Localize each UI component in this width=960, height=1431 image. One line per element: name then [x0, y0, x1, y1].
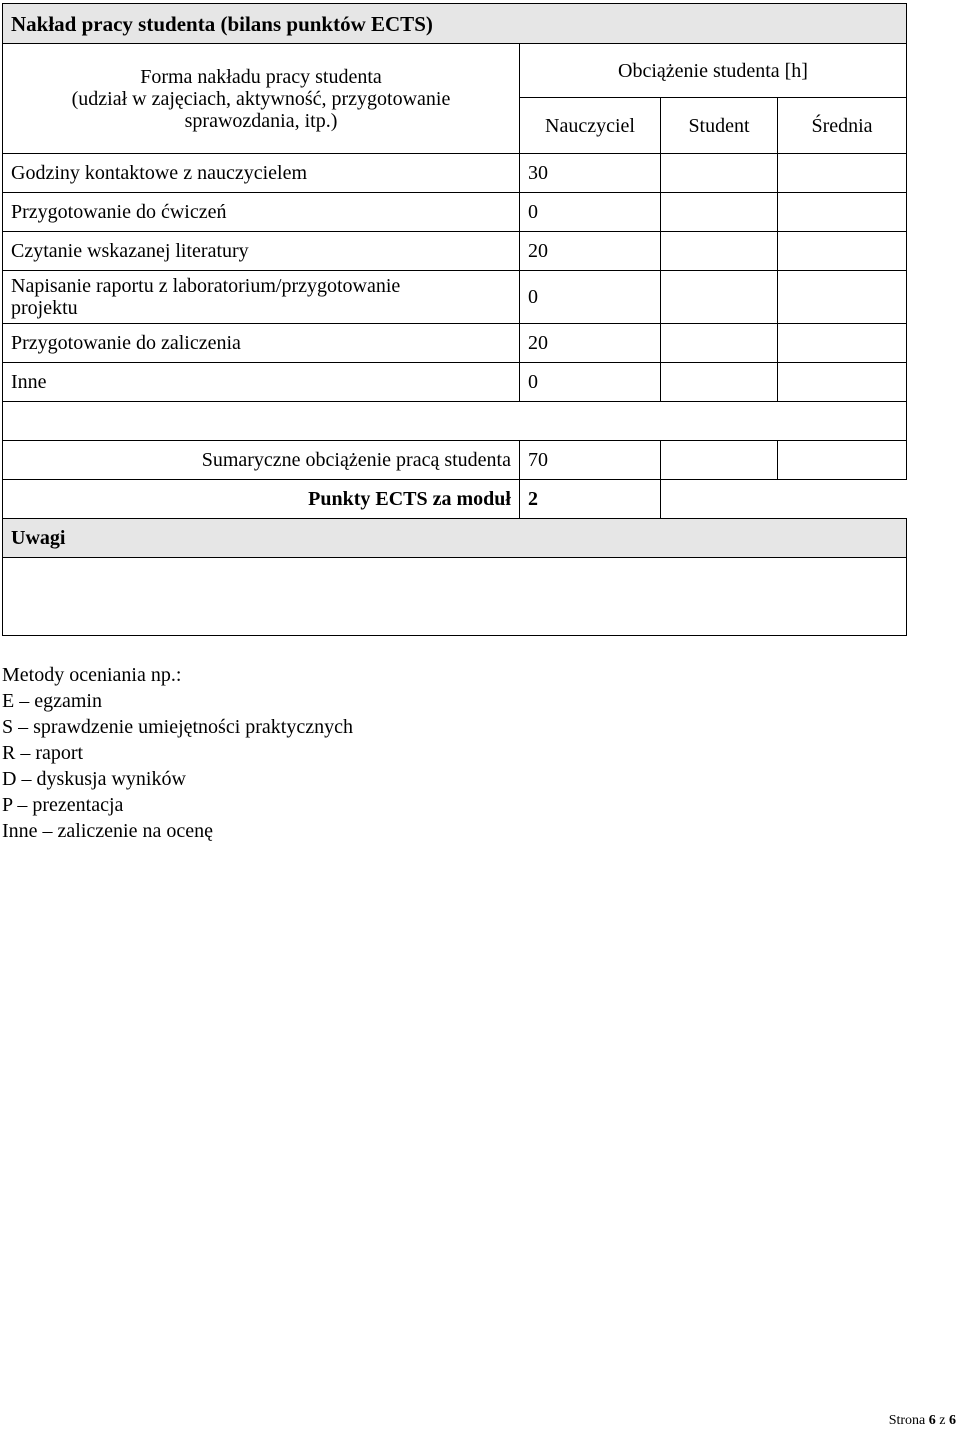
page-word: Strona: [888, 1413, 926, 1428]
method-item: P – prezentacja: [2, 794, 124, 816]
total-student-cell: [661, 441, 778, 480]
row-label: Przygotowanie do zaliczenia: [3, 324, 520, 363]
form-header-line: sprawozdania, itp.): [184, 109, 338, 132]
total-row: [3, 441, 907, 480]
row-label: Napisanie raportu z laboratorium/przygotowanie projektu: [3, 271, 520, 324]
method-item: Inne – zaliczenie na ocenę: [2, 820, 213, 842]
table-row: [3, 324, 907, 363]
page-current: 6: [928, 1413, 936, 1428]
ects-row: [3, 480, 907, 519]
row-value: 30: [520, 154, 661, 193]
spacer-row: [3, 402, 907, 441]
average-cell: [778, 193, 907, 232]
table-row: [3, 154, 907, 193]
method-item: R – raport: [2, 742, 84, 764]
page-number: [889, 1413, 956, 1429]
average-cell: [778, 363, 907, 402]
student-cell: [661, 154, 778, 193]
method-item: S – sprawdzenie umiejętności praktycznych: [2, 716, 353, 738]
student-cell: [661, 324, 778, 363]
row-value: 20: [520, 324, 661, 363]
page-of: z: [939, 1413, 946, 1428]
row-value: 0: [520, 363, 661, 402]
column-header-average: Średnia: [778, 98, 907, 154]
average-cell: [778, 154, 907, 193]
remarks-header: Uwagi: [3, 519, 907, 558]
remarks-content: [3, 558, 907, 636]
load-header: Obciążenie studenta [h]: [520, 44, 907, 98]
average-cell: [778, 324, 907, 363]
form-header-line: Forma nakładu pracy studenta: [140, 65, 382, 88]
row-label: Godziny kontaktowe z nauczycielem: [3, 154, 520, 193]
ects-empty: [661, 480, 907, 519]
total-label: Sumaryczne obciążenie pracą studenta: [3, 441, 520, 480]
ects-value: 2: [520, 480, 661, 519]
student-cell: [661, 193, 778, 232]
student-cell: [661, 232, 778, 271]
assessment-methods: [2, 662, 353, 844]
ects-label: Punkty ECTS za moduł: [3, 480, 520, 519]
table-row: [3, 271, 907, 324]
average-cell: [778, 271, 907, 324]
row-label: Inne: [3, 363, 520, 402]
student-cell: [661, 363, 778, 402]
method-item: D – dyskusja wyników: [2, 768, 186, 790]
average-cell: [778, 232, 907, 271]
form-header: [3, 44, 520, 154]
section-title: Nakład pracy studenta (bilans punktów ECTS): [3, 4, 907, 44]
row-value: 20: [520, 232, 661, 271]
table-row: [3, 232, 907, 271]
row-label: Przygotowanie do ćwiczeń: [3, 193, 520, 232]
column-header-student: Student: [661, 98, 778, 154]
ects-workload-table: [2, 3, 907, 636]
table-row: [3, 363, 907, 402]
column-header-teacher: Nauczyciel: [520, 98, 661, 154]
spacer-cell: [3, 402, 907, 441]
total-value: 70: [520, 441, 661, 480]
page-total: 6: [949, 1413, 956, 1428]
row-label: Czytanie wskazanej literatury: [3, 232, 520, 271]
method-item: E – egzamin: [2, 690, 102, 712]
total-average-cell: [778, 441, 907, 480]
methods-heading: Metody oceniania np.:: [2, 664, 182, 686]
student-cell: [661, 271, 778, 324]
table-row: [3, 193, 907, 232]
row-value: 0: [520, 271, 661, 324]
row-value: 0: [520, 193, 661, 232]
form-header-line: (udział w zajęciach, aktywność, przygotowanie: [71, 87, 451, 110]
